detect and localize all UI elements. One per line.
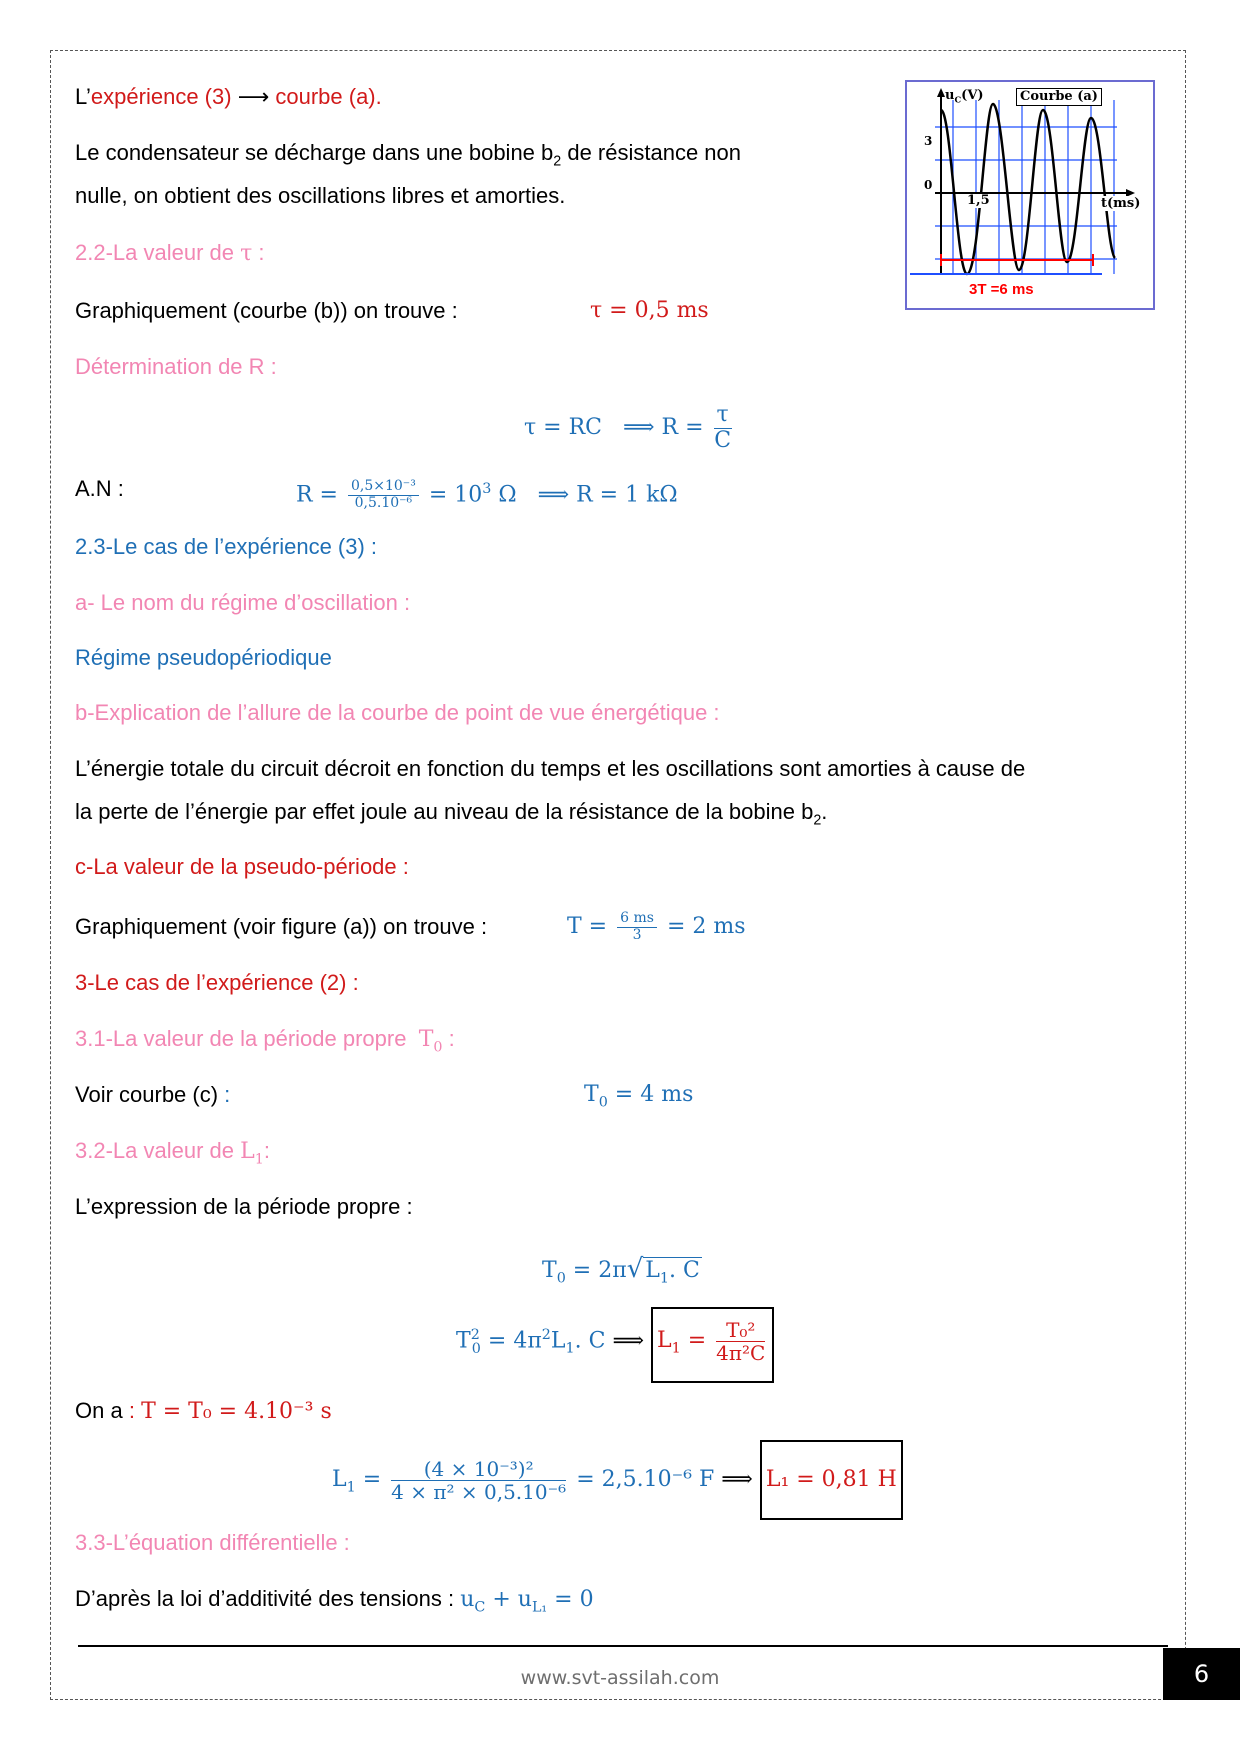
boxed-l1-result: L₁ = 0,81 H bbox=[760, 1440, 903, 1520]
regime-answer: Régime pseudopériodique bbox=[75, 645, 332, 670]
an-label: A.N : bbox=[75, 476, 124, 501]
voir-courbe-c: Voir courbe (c) : bbox=[75, 1082, 231, 1107]
formula-an-r: R = $\frac{\text{0,5×10⁻³}}{\text{0,5.10⁻⁶}}$ = $10^3$ Ω ⟹ R = 1 kΩ bbox=[296, 478, 678, 511]
graph-span-label: 3T =6 ms bbox=[969, 281, 1034, 298]
tau-graph-line: Graphiquement (courbe (b)) on trouve : bbox=[75, 298, 458, 323]
curve-a-plot bbox=[907, 82, 1153, 308]
graph-legend: Courbe (a) bbox=[1016, 88, 1102, 106]
graph-tick-3: 3 bbox=[924, 134, 933, 148]
heading-3: 3-Le cas de l’expérience (2) : bbox=[75, 970, 359, 995]
formula-t0-sqrt: $T_0 = 2\pi√L_1$. C bbox=[542, 1254, 700, 1287]
heading-determination-r: Détermination de R : bbox=[75, 354, 277, 379]
formula-tau-rc: τ = RC ⟹ R = $\frac{\tau}{C}$ bbox=[524, 402, 732, 453]
heading-3-2: 3.2-La valeur de $L_1$: bbox=[75, 1138, 270, 1168]
on-a-line: On a : T = T₀ = 4.10⁻³ s bbox=[75, 1398, 332, 1424]
formula-t0-squared: $T^2_0 = 4\pi^2L_1$. C ⟹ $L_1$ = $\frac{\text{T₀²}}{\text{4π²C}}$ bbox=[456, 1304, 774, 1383]
paragraph-decharge-2: nulle, on obtient des oscillations libres et amorties. bbox=[75, 183, 566, 208]
tau-value: τ = 0,5 ms bbox=[590, 298, 709, 323]
paragraph-energie-1: L’énergie totale du circuit décroit en fonction du temps et les oscillations sont amorties à cause de bbox=[75, 756, 1026, 781]
heading-2-3: 2.3-Le cas de l’expérience (3) : bbox=[75, 534, 378, 559]
periode-propre-label: L’expression de la période propre : bbox=[75, 1194, 413, 1219]
heading-2-3-a: a- Le nom du régime d’oscillation : bbox=[75, 590, 411, 615]
graph-ylabel: $u_C(V)$ bbox=[945, 88, 984, 105]
heading-3-1: 3.1-La valeur de la période propre $T_0$ : bbox=[75, 1026, 455, 1056]
heading-2-3-b: b-Explication de l’allure de la courbe de point de vue énergétique : bbox=[75, 700, 720, 725]
paragraph-energie-2: la perte de l’énergie par effet joule au niveau de la résistance de la bobine $b_2$. bbox=[75, 799, 828, 829]
graph-xlabel: t(ms) bbox=[1101, 196, 1141, 211]
footer-rule bbox=[78, 1645, 1168, 1647]
t0-value: $T_0 = 4$ ms bbox=[584, 1082, 694, 1111]
page-number: 6 bbox=[1163, 1648, 1240, 1700]
formula-l1-numeric: $L_1$ = $\frac{\text{(4 × 10⁻³)²}}{\text{4 × π² × 0,5.10⁻⁶}}$ = 2,5.10⁻⁶ F ⟹ L₁ = 0,81 H bbox=[332, 1440, 903, 1524]
pseudo-period-line: Graphiquement (voir figure (a)) on trouve : bbox=[75, 914, 488, 939]
additivite-line: D’après la loi d’additivité des tensions : $u_C + u_{L_1} = 0$ bbox=[75, 1586, 594, 1616]
footer-url: www.svt-assilah.com bbox=[520, 1667, 720, 1689]
paragraph-decharge-1: Le condensateur se décharge dans une bobine $b_2$ de résistance non bbox=[75, 140, 741, 170]
heading-3-3: 3.3-L’équation différentielle : bbox=[75, 1530, 350, 1555]
formula-pseudo-period: T = $\frac{6 ms}{3}$ = 2 ms bbox=[567, 910, 746, 943]
curve-a-figure bbox=[905, 80, 1155, 310]
graph-tick-1-5: 1,5 bbox=[967, 193, 990, 208]
heading-2-3-c: c-La valeur de la pseudo-période : bbox=[75, 854, 409, 879]
experience-3-line: L’expérience (3) ⟶ courbe (a). bbox=[75, 84, 382, 109]
graph-tick-0: 0 bbox=[924, 178, 933, 192]
boxed-l1-formula: $L_1$ = $\frac{\text{T₀²}}{\text{4π²C}}$ bbox=[651, 1307, 774, 1382]
heading-2-2: 2.2-La valeur de τ : bbox=[75, 240, 265, 266]
